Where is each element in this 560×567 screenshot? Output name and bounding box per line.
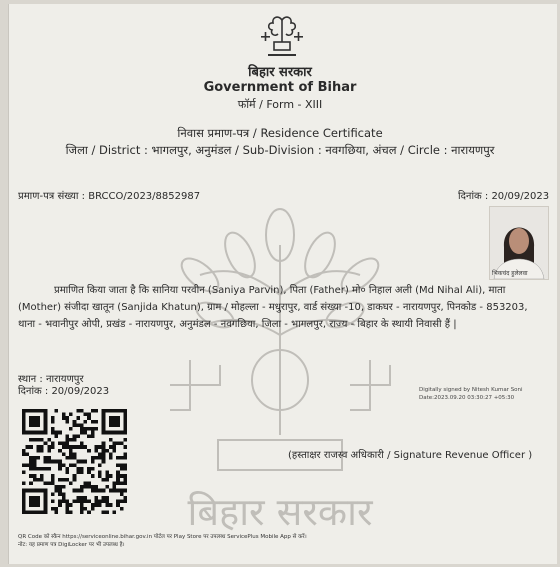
issue-date: दिनांक : 20/09/2023 xyxy=(18,386,110,397)
certificate-title: निवास प्रमाण-पत्र / Residence Certificate xyxy=(177,126,383,140)
watermark-text: बिहार सरकार xyxy=(187,490,373,534)
form-number: फॉर्म / Form - XIII xyxy=(237,98,323,111)
photo-caption: भिकचंद हुलेलवा xyxy=(492,270,528,277)
signature-revenue-officer: (हस्ताक्षर राजस्व अधिकारी / Signature Revenue Officer ) xyxy=(288,450,533,461)
place-line: स्थान : नारायणपुर xyxy=(18,374,84,385)
certificate-date: दिनांक : 20/09/2023 xyxy=(458,191,550,202)
footer-note xyxy=(18,533,307,549)
bihar-emblem-icon xyxy=(260,12,304,62)
certificate-body: प्रमाणित किया जाता है कि सानिया परवीन (Saniya Parvin), पिता (Father) मो० निहाल अली (Md Nihal Ali), माता (Mother) संजीदा खातून (Sanjida Khatun), ग्राम / मोहल्ला - मधुरापुर, वार्ड संख्या -10, डाकघर - नारायणपुर, पिनकोड - 853203, थाना - भवानीपुर ओपी, प्रखंड - नारायणपुर, अनुमंडल - नवगछिया, जिला - भागलपुर, राज्य - बिहार के स्थायी निवासी हैं | xyxy=(18,285,528,330)
hindi-title: बिहार सरकार xyxy=(248,65,312,80)
district-line: जिला / District : भागलपुर, अनुमंडल / Sub-Division : नवगछिया, अंचल / Circle : नारायणपुर xyxy=(65,143,495,157)
digital-signature xyxy=(419,386,523,402)
footer-line-1: QR Code को स्कैन https://serviceonline.bihar.gov.in पोर्टल पर Play Store पर उपलब्ध ServicePlus Mobile App से करें। xyxy=(18,534,307,540)
certificate-number: प्रमाण-पत्र संख्या : BRCCO/2023/8852987 xyxy=(18,191,201,202)
digital-signature-date: Date:2023.09.20 03:30:27 +05:30 xyxy=(419,395,515,401)
applicant-photo xyxy=(489,206,549,280)
government-title: Government of Bihar xyxy=(203,80,357,95)
qr-code[interactable] xyxy=(22,404,127,519)
bihar-watermark-emblem xyxy=(160,205,400,545)
digital-signature-name: Digitally signed by Nitesh Kumar Soni xyxy=(419,387,523,393)
footer-line-2: नोट: यह प्रमाण पत्र DigiLocker पर भी उपलब्ध है। xyxy=(18,542,125,548)
